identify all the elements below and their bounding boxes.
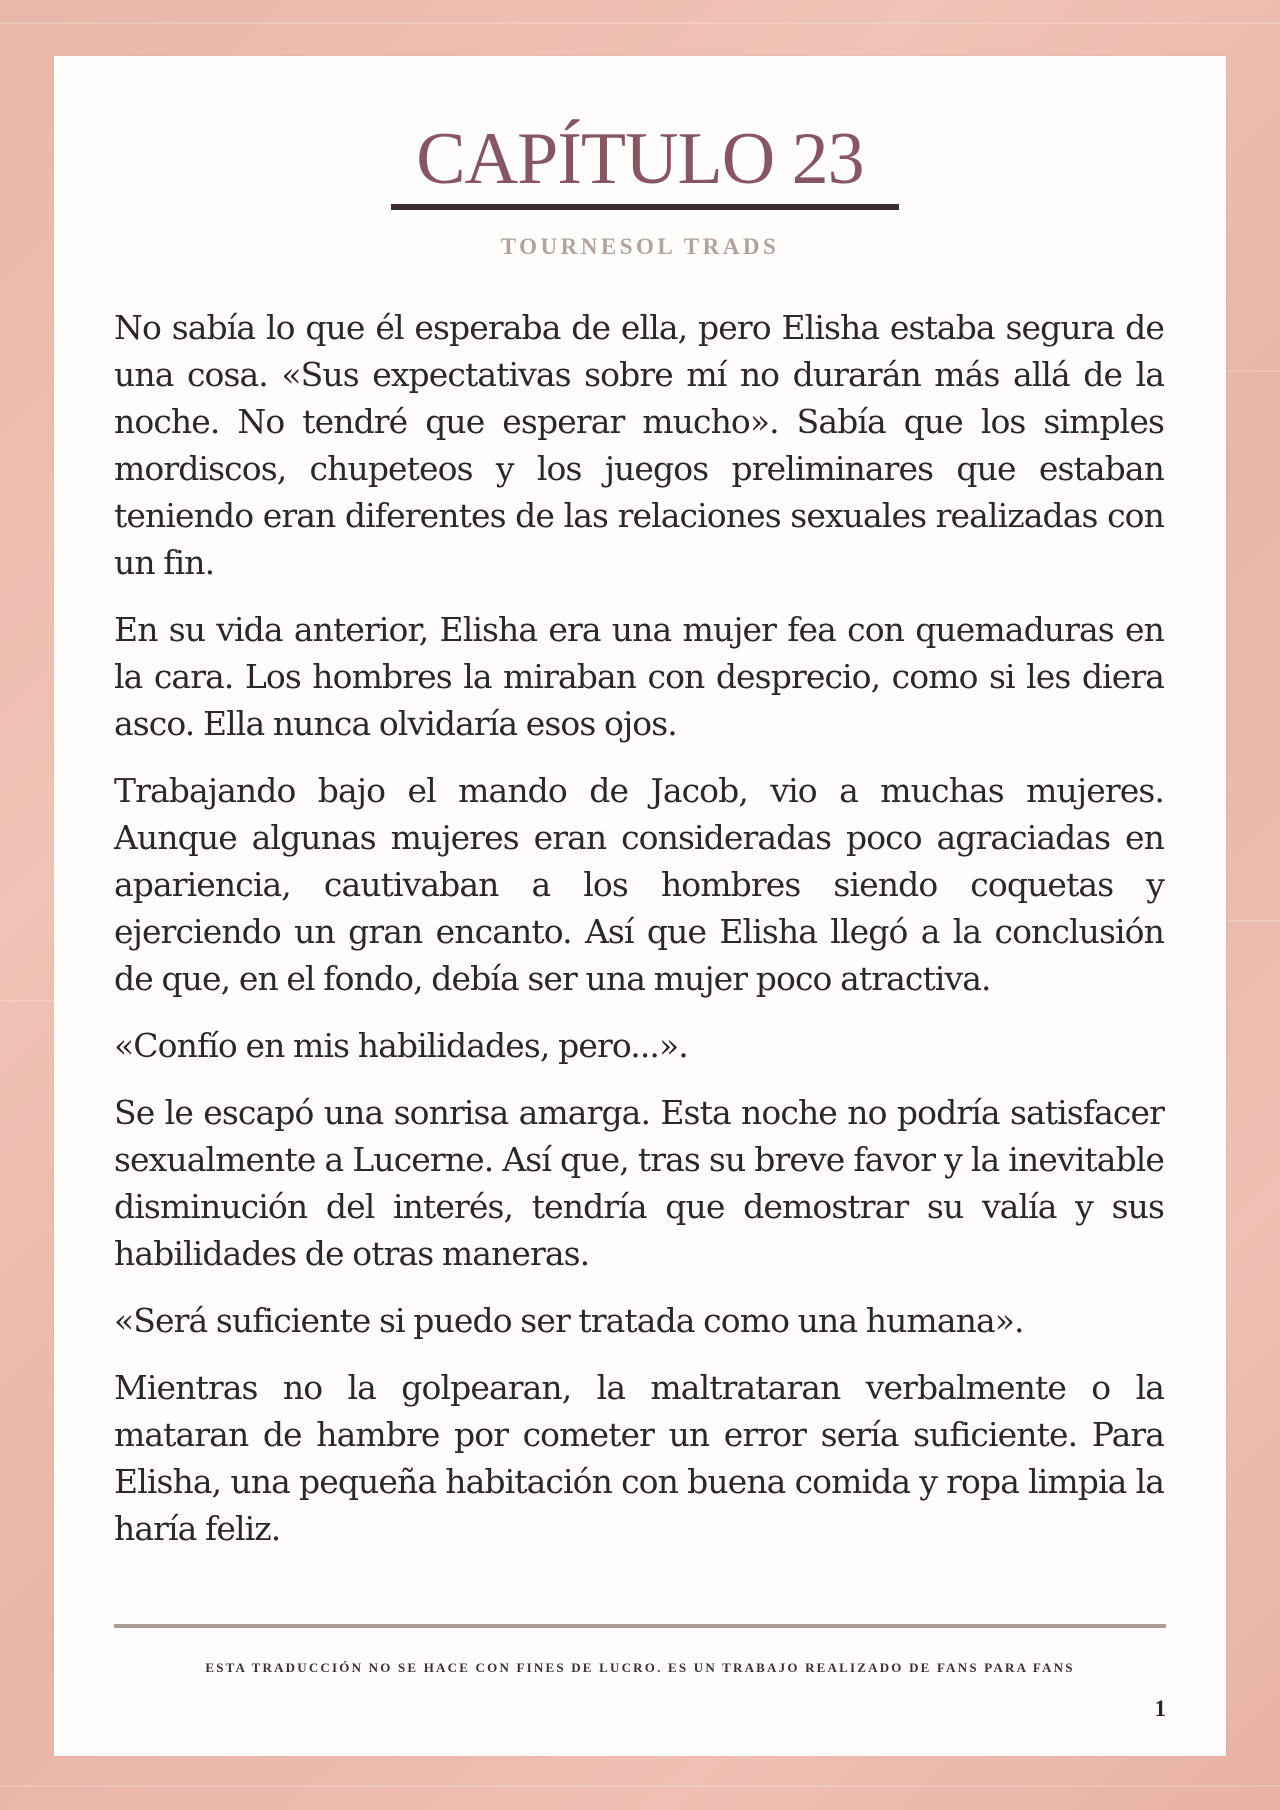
paragraph: «Será suficiente si puedo ser tratada como una humana». bbox=[114, 1301, 1024, 1340]
chapter-body bbox=[114, 304, 1164, 1572]
paragraph: Mientras no la golpearan, la maltrataran verbalmente o la mataran de hambre por cometer un error sería suficiente. Para Elisha, una pequeña habitación con buena comida y ropa limpia la haría feliz. bbox=[114, 1368, 1164, 1548]
translator-credit: TOURNESOL TRADS bbox=[500, 234, 780, 259]
paragraph: «Confío en mis habilidades, pero...». bbox=[114, 1026, 688, 1065]
paragraph: En su vida anterior, Elisha era una mujer fea con quemaduras en la cara. Los hombres la miraban con desprecio, como si les diera asco. Ella nunca olvidaría esos ojos. bbox=[114, 610, 1164, 743]
background-crease bbox=[1228, 920, 1280, 922]
title-container bbox=[54, 118, 1226, 200]
paragraph: Se le escapó una sonrisa amarga. Esta noche no podría satisfacer sexualmente a Lucerne. Así que, tras su breve favor y la inevitable disminución del interés, tendría que demostrar su valía y sus habilidades de otras maneras. bbox=[114, 1093, 1164, 1273]
background-crease bbox=[0, 22, 1280, 24]
document-page bbox=[54, 56, 1226, 1756]
chapter-title: CAPÍTULO 23 bbox=[416, 118, 864, 200]
page-number: 1 bbox=[1154, 1696, 1166, 1721]
paragraph: Trabajando bajo el mando de Jacob, vio a muchas mujeres. Aunque algunas mujeres eran consideradas poco agraciadas en apariencia, cautivaban a los hombres siendo coquetas y ejerciendo un gran encanto. Así que Elisha llegó a la conclusión de que, en el fondo, debía ser una mujer poco atractiva. bbox=[114, 771, 1164, 998]
footer-disclaimer: ESTA TRADUCCIÓN NO SE HACE CON FINES DE LUCRO. ES UN TRABAJO REALIZADO DE FANS PARA FANS bbox=[205, 1660, 1075, 1675]
background-crease bbox=[0, 1785, 1280, 1787]
title-underline bbox=[391, 204, 899, 210]
background-crease bbox=[0, 1000, 54, 1002]
paragraph: No sabía lo que él esperaba de ella, pero Elisha estaba segura de una cosa. «Sus expectativas sobre mí no durarán más allá de la noche. No tendré que esperar mucho». Sabía que los simples mordiscos, chupeteos y los juegos preliminares que estaban teniendo eran diferentes de las relaciones sexuales realizadas con un fin. bbox=[114, 308, 1164, 582]
footer-divider bbox=[114, 1624, 1166, 1628]
background-crease bbox=[1228, 370, 1280, 372]
